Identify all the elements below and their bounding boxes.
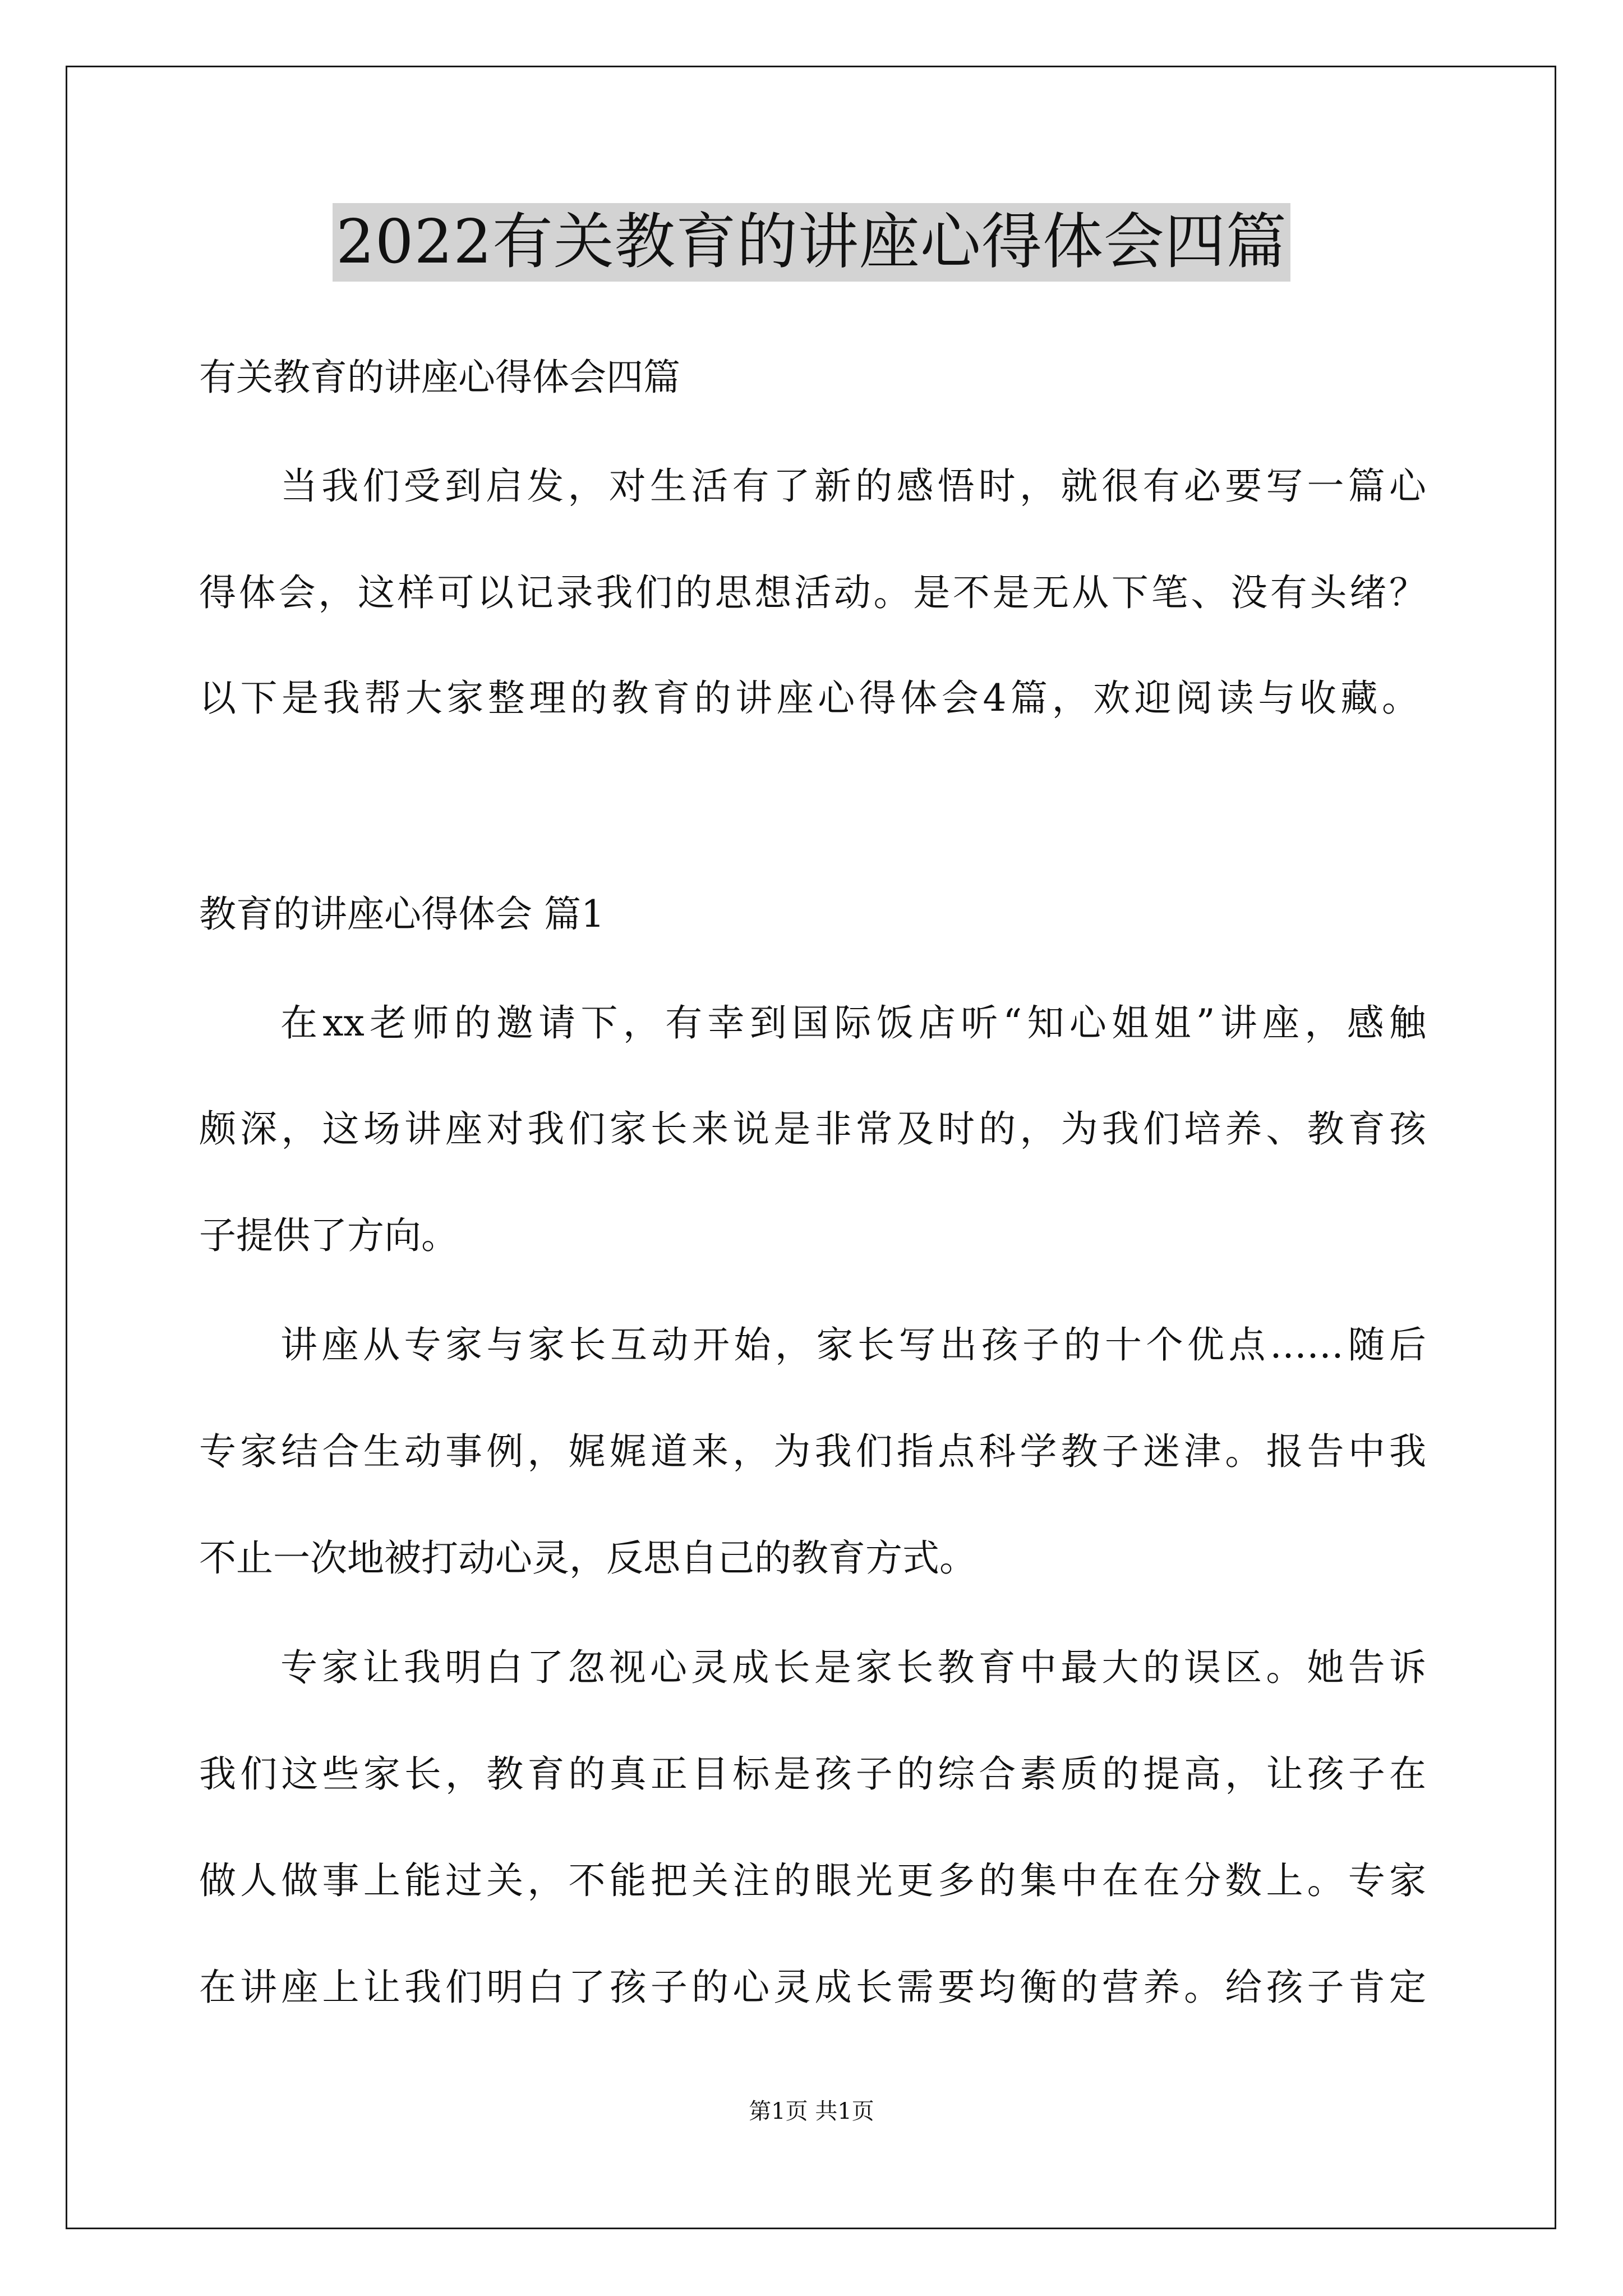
intro-line-1: 当我们受到启发，对生活有了新的感悟时，就很有必要写一篇心 (280, 464, 1426, 508)
section-heading: 教育的讲座心得体会 篇1 (199, 892, 605, 936)
body-line-4: 讲座从专家与家长互动开始，家长写出孩子的十个优点……随后 (280, 1323, 1426, 1366)
body-line-8: 我们这些家长，教育的真正目标是孩子的综合素质的提高，让孩子在 (199, 1752, 1426, 1796)
body-line-10: 在讲座上让我们明白了孩子的心灵成长需要均衡的营养。给孩子肯定 (199, 1966, 1426, 2009)
intro-line-3: 以下是我帮大家整理的教育的讲座心得体会4篇，欢迎阅读与收藏。 (199, 677, 1419, 720)
body-line-9: 做人做事上能过关，不能把关注的眼光更多的集中在在分数上。专家 (199, 1859, 1426, 1902)
body-line-7: 专家让我明白了忽视心灵成长是家长教育中最大的误区。她告诉 (280, 1646, 1426, 1689)
body-line-1: 在xx老师的邀请下，有幸到国际饭店听“知心姐姐”讲座，感触 (280, 1001, 1426, 1045)
intro-line-2: 得体会，这样可以记录我们的思想活动。是不是无从下笔、没有头绪？ (199, 571, 1426, 614)
body-line-6: 不止一次地被打动心灵，反思自己的教育方式。 (199, 1536, 976, 1580)
body-line-3: 子提供了方向。 (199, 1214, 458, 1257)
page-footer: 第1页 共1页 (749, 2099, 874, 2124)
document-subtitle: 有关教育的讲座心得体会四篇 (199, 356, 680, 399)
title-container (0, 203, 1623, 282)
document-title: 2022有关教育的讲座心得体会四篇 (333, 203, 1290, 282)
body-line-5: 专家结合生动事例，娓娓道来，为我们指点科学教子迷津。报告中我 (199, 1430, 1426, 1473)
body-line-2: 颇深，这场讲座对我们家长来说是非常及时的，为我们培养、教育孩 (199, 1107, 1426, 1151)
